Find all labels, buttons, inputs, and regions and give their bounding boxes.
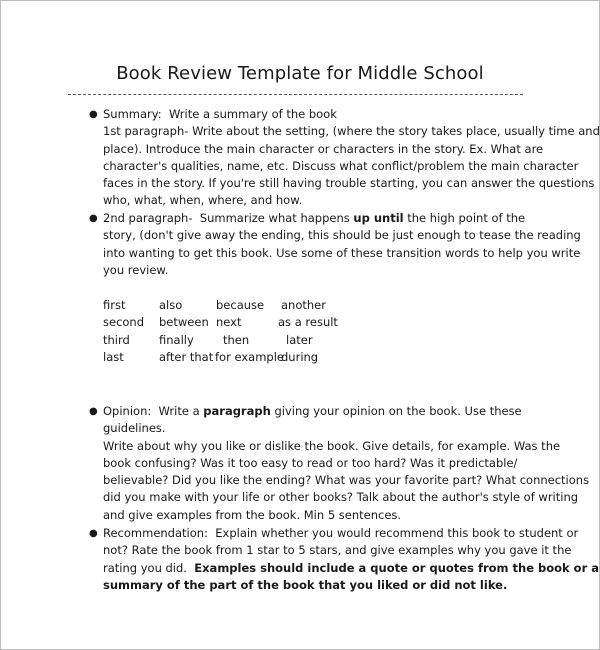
summary-line: who, what, when, where, and how.: [103, 193, 303, 208]
bullet-icon: ●: [89, 528, 98, 539]
transition-word: between: [159, 315, 209, 330]
summary-line: faces in the story. If you're still having trouble starting, you can answer the questions: [103, 176, 595, 191]
second-paragraph-section: [103, 210, 581, 279]
transition-word: for example: [215, 349, 284, 364]
transition-word: later: [286, 332, 313, 347]
second-line: you review.: [103, 262, 169, 277]
summary-line: Write about the setting, (where the story takes place, usually time and: [192, 124, 600, 139]
summary-line: character's qualities, name, etc. Discuss what conflict/problem the main character: [103, 158, 579, 173]
recommendation-line: rating you did.: [103, 560, 187, 575]
opinion-section: [103, 403, 590, 524]
transition-word: after that: [159, 349, 214, 364]
transition-words-row: [103, 349, 363, 366]
transition-words-row: [103, 297, 363, 314]
transition-word: next: [216, 315, 242, 330]
recommendation-line: not? Rate the book from 1 star to 5 stars, and give examples why you gave it the: [103, 543, 572, 558]
first-paragraph-label: 1st paragraph-: [103, 124, 189, 139]
transition-word: also: [159, 298, 183, 312]
second-paragraph-label: 2nd paragraph-: [103, 211, 193, 225]
opinion-line: believable? Did you like the ending? What was your favorite part? What connections: [103, 473, 590, 488]
transition-words-row: [103, 332, 363, 349]
transition-word: first: [103, 298, 126, 312]
transition-word: then: [223, 332, 250, 347]
opinion-line: did you make with your life or other books? Talk about the author's style of writing: [103, 490, 579, 505]
opinion-label: Opinion:: [103, 404, 152, 418]
second-line: Summarize what happens: [199, 211, 350, 225]
transition-word: finally: [159, 332, 194, 347]
transition-word: second: [103, 315, 145, 330]
transition-word: third: [103, 332, 130, 347]
summary-section: [103, 106, 600, 210]
opinion-line: Write a: [158, 404, 200, 418]
second-emphasis: up until: [353, 211, 404, 225]
title-divider: [68, 94, 523, 95]
second-line: the high point of the: [407, 211, 526, 225]
recommendation-section: [103, 525, 600, 594]
opinion-line: guidelines.: [103, 421, 166, 436]
transition-words-row: [103, 314, 363, 331]
bullet-icon: ●: [89, 213, 98, 224]
second-line: story, (don't give away the ending, this should be just enough to tease the reading: [103, 228, 581, 243]
recommendation-label: Recommendation:: [103, 526, 208, 540]
second-line: into wanting to get this book. Use some of these transition words to help you write: [103, 245, 581, 260]
transition-word: during: [281, 349, 319, 364]
bullet-icon: ●: [89, 406, 98, 417]
summary-label: Summary:: [103, 107, 162, 121]
transition-word: as a result: [278, 315, 338, 330]
opinion-line: book confusing? Was it too easy to read or too hard? Was it predictable/: [103, 455, 518, 470]
opinion-emphasis: paragraph: [203, 404, 271, 418]
transition-words-table: [103, 297, 363, 366]
opinion-line: Write about why you like or dislike the book. Give details, for example. Was the: [103, 438, 561, 453]
document-title: Book Review Template for Middle School: [116, 63, 484, 84]
opinion-line: and give examples from the book. Min 5 sentences.: [103, 507, 402, 522]
summary-line: place). Introduce the main character or characters in the story. Ex. What are: [103, 141, 544, 156]
opinion-line: giving your opinion on the book. Use these: [274, 404, 522, 418]
summary-intro: Write a summary of the book: [168, 107, 337, 121]
recommendation-line: Explain whether you would recommend this book to student or: [215, 526, 579, 540]
transition-word: another: [281, 298, 326, 312]
transition-word: because: [216, 298, 265, 312]
bullet-icon: ●: [89, 109, 98, 120]
recommendation-emphasis: summary of the part of the book that you liked or did not like.: [103, 577, 508, 592]
recommendation-emphasis: Examples should include a quote or quotes from the book or a: [194, 560, 600, 575]
transition-word: last: [103, 349, 124, 364]
